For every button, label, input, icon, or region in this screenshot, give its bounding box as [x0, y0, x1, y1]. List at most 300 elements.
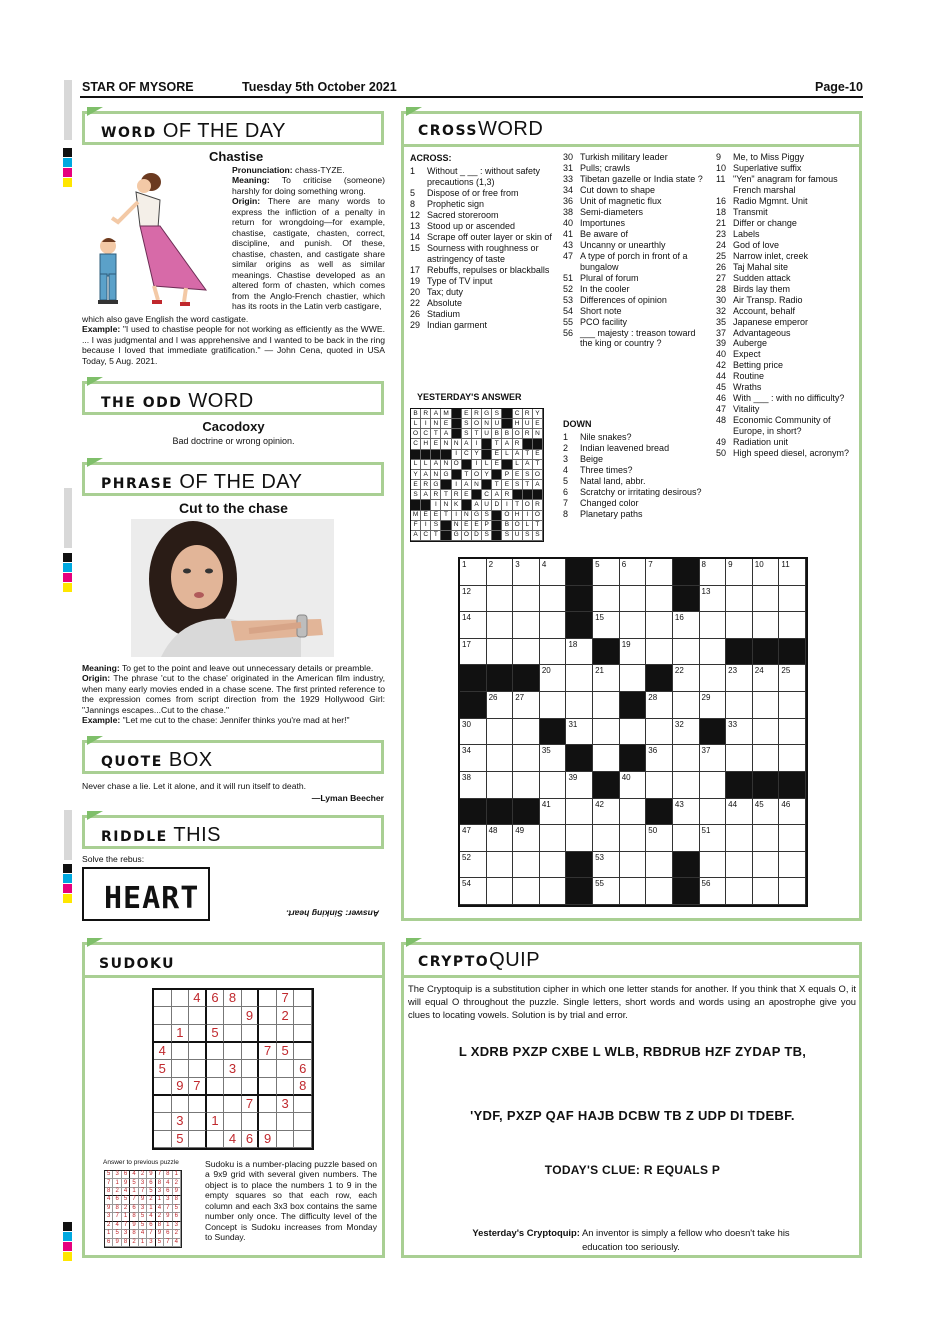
crossword-grid[interactable] [458, 557, 808, 907]
sudoku-cell[interactable] [172, 990, 190, 1007]
crossword-black-cell [566, 586, 593, 613]
crossword-cell[interactable]: 16 [673, 612, 700, 639]
clue-number: 23 [716, 228, 727, 239]
sudoku-cell[interactable] [277, 1060, 295, 1077]
crossword-clue [563, 273, 713, 284]
yesterday-answer-cell: H [513, 511, 523, 521]
sudoku-grid[interactable] [152, 988, 314, 1150]
crossword-cell[interactable]: 46 [779, 799, 806, 826]
crossword-cell[interactable]: 8 [700, 559, 727, 586]
clue-number: 24 [716, 239, 727, 250]
crossword-cell[interactable] [779, 878, 806, 905]
crossword-cell[interactable]: 1 [460, 559, 487, 586]
crossword-cell[interactable]: 38 [460, 772, 487, 799]
crossword-cell[interactable]: 43 [673, 799, 700, 826]
crossword-cell[interactable]: 34 [460, 745, 487, 772]
sudoku-answer-cell: 1 [122, 1213, 130, 1221]
crossword-cell[interactable] [779, 719, 806, 746]
clue-number: 28 [716, 283, 727, 294]
sudoku-cell[interactable] [224, 1025, 242, 1043]
yesterday-answer-cell: O [472, 419, 482, 429]
sudoku-cell[interactable] [154, 1025, 172, 1043]
crossword-cell[interactable]: 25 [779, 665, 806, 692]
crossword-cell[interactable] [513, 878, 540, 905]
crossword-cell[interactable] [673, 745, 700, 772]
sudoku-answer-cell: 2 [147, 1196, 155, 1204]
sudoku-answer-cell: 9 [105, 1205, 113, 1213]
crossword-cell[interactable] [646, 612, 673, 639]
clue-number: 32 [716, 305, 727, 316]
sudoku-cell[interactable]: 4 [154, 1043, 172, 1060]
clue-number: 52 [563, 283, 574, 294]
crossword-cell[interactable] [726, 586, 753, 613]
yesterday-answer-cell: U [513, 531, 523, 541]
crossword-cell[interactable]: 31 [566, 719, 593, 746]
crossword-cell[interactable] [646, 772, 673, 799]
sudoku-cell[interactable] [259, 1096, 277, 1113]
crossword-cell[interactable]: 50 [646, 825, 673, 852]
sudoku-cell[interactable]: 9 [259, 1131, 277, 1148]
sudoku-cell[interactable] [224, 1007, 242, 1024]
crossword-cell[interactable]: 30 [460, 719, 487, 746]
crossword-cell[interactable] [513, 586, 540, 613]
sudoku-cell[interactable] [242, 1113, 260, 1130]
crossword-cell[interactable] [540, 639, 567, 666]
crossword-cell[interactable]: 12 [460, 586, 487, 613]
crossword-cell[interactable]: 52 [460, 852, 487, 879]
sudoku-cell[interactable]: 9 [172, 1078, 190, 1096]
sudoku-cell[interactable] [154, 1113, 172, 1130]
sudoku-cell[interactable] [154, 1096, 172, 1113]
sudoku-answer-cell: 7 [164, 1205, 172, 1213]
crossword-cell[interactable]: 39 [566, 772, 593, 799]
sudoku-cell[interactable] [224, 1078, 242, 1096]
crossword-cell[interactable] [487, 586, 514, 613]
sudoku-cell[interactable] [172, 1060, 190, 1077]
sudoku-cell[interactable]: 8 [294, 1078, 312, 1096]
crossword-cell[interactable] [646, 852, 673, 879]
sudoku-cell[interactable]: 7 [189, 1078, 207, 1096]
yesterday-answer-cell: N [431, 419, 441, 429]
sudoku-cell[interactable] [294, 1007, 312, 1024]
crossword-cell[interactable] [513, 772, 540, 799]
crossword-cell[interactable] [620, 825, 647, 852]
yesterday-answer-cell: R [533, 500, 543, 510]
crossword-cell[interactable] [726, 852, 753, 879]
sudoku-cell[interactable]: 7 [277, 990, 295, 1007]
yesterday-answer-cell: N [462, 511, 472, 521]
crossword-cell[interactable] [779, 825, 806, 852]
sudoku-cell[interactable]: 5 [207, 1025, 225, 1043]
crossword-cell[interactable] [593, 745, 620, 772]
clue-text: Nile snakes? [580, 432, 632, 442]
sudoku-answer-cell: 4 [113, 1222, 121, 1230]
crossword-cell[interactable] [566, 692, 593, 719]
crossword-black-cell [779, 772, 806, 799]
sudoku-answer-cell: 9 [122, 1179, 130, 1187]
yesterday-answer-cell: E [441, 419, 451, 429]
crossword-cell[interactable] [779, 612, 806, 639]
sudoku-cell[interactable] [154, 990, 172, 1007]
crossword-cell[interactable] [700, 612, 727, 639]
sudoku-cell[interactable] [154, 1007, 172, 1024]
clue-text: Differences of opinion [580, 294, 667, 305]
crossword-cell[interactable] [620, 852, 647, 879]
sudoku-cell[interactable]: 5 [172, 1131, 190, 1148]
sudoku-cell[interactable]: 3 [172, 1113, 190, 1130]
crossword-cell[interactable]: 44 [726, 799, 753, 826]
sudoku-cell[interactable] [172, 1007, 190, 1024]
sudoku-cell[interactable]: 1 [172, 1025, 190, 1043]
clue-number: 13 [410, 220, 421, 231]
crossword-cell[interactable]: 14 [460, 612, 487, 639]
crossword-cell[interactable] [726, 612, 753, 639]
clue-number: 19 [410, 275, 421, 286]
sudoku-cell[interactable] [242, 1025, 260, 1043]
crossword-cell[interactable]: 32 [673, 719, 700, 746]
crossword-cell[interactable]: 13 [700, 586, 727, 613]
crossword-cell[interactable] [487, 878, 514, 905]
crossword-cell[interactable]: 19 [620, 639, 647, 666]
crossword-cell[interactable]: 2 [487, 559, 514, 586]
crossword-cell[interactable]: 37 [700, 745, 727, 772]
clue-text: precautions (1,3) [427, 176, 495, 187]
crossword-cell[interactable] [513, 719, 540, 746]
crossword-cell[interactable] [487, 745, 514, 772]
yesterday-answer-cell: T [441, 490, 451, 500]
crossword-cell[interactable]: 36 [646, 745, 673, 772]
odd-word-definition: Bad doctrine or wrong opinion. [172, 436, 295, 446]
crossword-cell[interactable] [779, 852, 806, 879]
yesterday-answer-cell [502, 409, 512, 419]
crossword-cell[interactable] [700, 852, 727, 879]
sudoku-cell[interactable] [207, 1078, 225, 1096]
crossword-cell[interactable] [540, 825, 567, 852]
crossword-cell[interactable] [753, 878, 780, 905]
crossword-cell[interactable]: 7 [646, 559, 673, 586]
sudoku-cell[interactable]: 4 [224, 1131, 242, 1148]
clue-number: 7 [563, 497, 569, 508]
crossword-cell[interactable]: 15 [593, 612, 620, 639]
crossword-cell[interactable] [726, 745, 753, 772]
crossword-cell[interactable] [673, 772, 700, 799]
sudoku-cell[interactable] [207, 1007, 225, 1024]
crossword-cell[interactable]: 35 [540, 745, 567, 772]
crossword-cell[interactable] [513, 852, 540, 879]
sudoku-cell[interactable] [259, 1060, 277, 1077]
yesterday-answer-cell [482, 480, 492, 490]
yesterday-answer-cell: I [452, 480, 462, 490]
yesterday-answer-cell [533, 439, 543, 449]
crossword-cell[interactable] [726, 825, 753, 852]
sudoku-cell[interactable] [259, 1025, 277, 1043]
sudoku-answer-cell: 8 [113, 1205, 121, 1213]
clue-text: Indian garment [427, 319, 488, 330]
crossword-cell[interactable] [513, 639, 540, 666]
clue-number: 31 [563, 162, 574, 173]
crossword-cell[interactable] [726, 878, 753, 905]
crossword-clue [716, 448, 861, 459]
sudoku-cell[interactable] [294, 1096, 312, 1113]
sudoku-cell[interactable] [172, 1096, 190, 1113]
crossword-cell[interactable] [646, 719, 673, 746]
crossword-cell[interactable] [700, 665, 727, 692]
crossword-cell[interactable] [620, 719, 647, 746]
crossword-cell[interactable] [566, 665, 593, 692]
sudoku-answer-cell: 3 [156, 1188, 164, 1196]
crossword-cell[interactable] [646, 878, 673, 905]
crossword-cell[interactable] [753, 719, 780, 746]
sudoku-cell[interactable] [259, 1078, 277, 1096]
crossword-clue [563, 476, 713, 487]
sudoku-cell[interactable] [189, 1060, 207, 1077]
sudoku-cell[interactable]: 7 [242, 1096, 260, 1113]
sudoku-cell[interactable] [242, 1060, 260, 1077]
sudoku-cell[interactable] [224, 1096, 242, 1113]
sudoku-cell[interactable] [207, 1043, 225, 1060]
crossword-cell[interactable] [673, 639, 700, 666]
sudoku-cell[interactable] [189, 1113, 207, 1130]
crossword-cell[interactable] [487, 719, 514, 746]
yesterday-answer-cell: O [472, 470, 482, 480]
sudoku-cell[interactable]: 8 [224, 990, 242, 1007]
crossword-cell[interactable]: 10 [753, 559, 780, 586]
clue-number: 26 [716, 261, 727, 272]
crossword-cell[interactable] [540, 612, 567, 639]
crossword-cell[interactable]: 42 [593, 799, 620, 826]
crossword-cell[interactable] [593, 586, 620, 613]
word-of-day-tail: which also gave English the word castigate. Example: "I used to chastise people for not working as efficiently as the WWE. ... I was judgmental and I was apprehensive and I wanted to be back in the ring because I loved that immediate gratification." — John Cena, quoted in USA Today, 5 Aug. 2021. [82, 314, 385, 366]
sudoku-cell[interactable]: 6 [242, 1131, 260, 1148]
crossword-cell[interactable]: 28 [646, 692, 673, 719]
sudoku-cell[interactable] [172, 1043, 190, 1060]
sudoku-cell[interactable]: 5 [277, 1043, 295, 1060]
quote-header: QUOTE BOX [82, 740, 384, 774]
crossword-cell[interactable] [540, 692, 567, 719]
sudoku-cell[interactable] [242, 1043, 260, 1060]
sudoku-answer-cell: 8 [156, 1179, 164, 1187]
sudoku-cell[interactable] [224, 1043, 242, 1060]
sudoku-cell[interactable] [259, 990, 277, 1007]
crossword-cell[interactable]: 3 [513, 559, 540, 586]
yesterday-answer-cell [482, 439, 492, 449]
yesterday-answer-cell: O [513, 521, 523, 531]
crossword-cell[interactable]: 53 [593, 852, 620, 879]
sudoku-cell[interactable] [224, 1113, 242, 1130]
sudoku-cell[interactable]: 3 [224, 1060, 242, 1077]
sudoku-cell[interactable] [294, 1113, 312, 1130]
crossword-cell[interactable]: 11 [779, 559, 806, 586]
crossword-cell[interactable] [593, 719, 620, 746]
crossword-cell[interactable] [620, 612, 647, 639]
crossword-cell[interactable] [753, 586, 780, 613]
crossword-cell[interactable]: 17 [460, 639, 487, 666]
crossword-clue [716, 284, 861, 295]
sudoku-cell[interactable] [277, 1113, 295, 1130]
crossword-cell[interactable] [513, 612, 540, 639]
crossword-cell[interactable]: 48 [487, 825, 514, 852]
sudoku-cell[interactable] [154, 1131, 172, 1148]
crossword-cell[interactable] [753, 825, 780, 852]
crossword-cell[interactable]: 55 [593, 878, 620, 905]
crossword-cell[interactable] [646, 639, 673, 666]
crossword-cell[interactable]: 22 [673, 665, 700, 692]
sudoku-cell[interactable] [189, 1096, 207, 1113]
crossword-cell[interactable] [779, 692, 806, 719]
sudoku-cell[interactable]: 6 [207, 990, 225, 1007]
crossword-cell[interactable] [540, 852, 567, 879]
sudoku-cell[interactable]: 9 [242, 1007, 260, 1024]
crossword-cell[interactable]: 54 [460, 878, 487, 905]
sudoku-cell[interactable] [207, 1131, 225, 1148]
yesterday-answer-cell: T [533, 460, 543, 470]
crossword-cell[interactable] [753, 612, 780, 639]
crossword-cell[interactable]: 56 [700, 878, 727, 905]
sudoku-cell[interactable] [242, 1078, 260, 1096]
clue-number: 27 [716, 272, 727, 283]
yesterday-answer-cell: T [431, 429, 441, 439]
crossword-cell[interactable] [487, 612, 514, 639]
sudoku-cell[interactable]: 2 [277, 1007, 295, 1024]
yesterday-answer-cell [492, 521, 502, 531]
crossword-cell[interactable]: 21 [593, 665, 620, 692]
crossword-cell[interactable]: 45 [753, 799, 780, 826]
clue-number: 1 [410, 166, 416, 176]
crossword-cell[interactable] [700, 799, 727, 826]
crossword-cell[interactable] [753, 745, 780, 772]
sudoku-answer-cell: 4 [147, 1213, 155, 1221]
sudoku-cell[interactable] [189, 1131, 207, 1148]
crossword-clue [563, 284, 713, 295]
sudoku-cell[interactable] [277, 1078, 295, 1096]
crossword-cell[interactable] [513, 745, 540, 772]
crossword-cell[interactable]: 26 [487, 692, 514, 719]
crossword-cell[interactable]: 27 [513, 692, 540, 719]
crossword-cell[interactable]: 9 [726, 559, 753, 586]
crossword-cell[interactable] [593, 825, 620, 852]
sudoku-cell[interactable] [277, 1025, 295, 1043]
crossword-cell[interactable] [620, 586, 647, 613]
sudoku-cell[interactable]: 1 [207, 1113, 225, 1130]
crossword-cell[interactable] [620, 799, 647, 826]
crossword-cell[interactable] [566, 799, 593, 826]
crossword-cell[interactable]: 29 [700, 692, 727, 719]
crossword-cell[interactable] [673, 825, 700, 852]
page-number: Page-10 [815, 80, 863, 94]
sudoku-cell[interactable]: 6 [294, 1060, 312, 1077]
crossword-cell[interactable] [700, 639, 727, 666]
crossword-cell[interactable] [487, 772, 514, 799]
clue-text: Scrape off outer layer or skin of [427, 231, 552, 242]
sudoku-cell[interactable] [294, 1043, 312, 1060]
yesterday-answer-cell: O [411, 429, 421, 439]
yesterday-answer-cell: I [452, 450, 462, 460]
sudoku-cell[interactable] [277, 1131, 295, 1148]
sudoku-cell[interactable] [259, 1113, 277, 1130]
sudoku-cell[interactable] [189, 1025, 207, 1043]
yesterday-answer-cell: T [431, 531, 441, 541]
crossword-cell[interactable]: 6 [620, 559, 647, 586]
crossword-cell[interactable] [540, 878, 567, 905]
sudoku-cell[interactable] [207, 1060, 225, 1077]
yesterday-answer-cell: E [513, 470, 523, 480]
crossword-cell[interactable] [620, 878, 647, 905]
crossword-cell[interactable]: 41 [540, 799, 567, 826]
crossword-cell[interactable] [673, 692, 700, 719]
sudoku-cell[interactable]: 7 [259, 1043, 277, 1060]
crossword-cell[interactable] [593, 692, 620, 719]
yesterday-answer-cell: L [523, 521, 533, 531]
clue-number: 30 [563, 152, 574, 162]
crossword-cell[interactable]: 24 [753, 665, 780, 692]
sudoku-cell[interactable] [189, 1043, 207, 1060]
cryptoquip-clue: TODAY'S CLUE: R EQUALS P [544, 1163, 721, 1177]
crossword-cell[interactable] [753, 852, 780, 879]
yesterday-answer-cell: S [492, 409, 502, 419]
sudoku-cell[interactable] [294, 990, 312, 1007]
crossword-cell[interactable]: 23 [726, 665, 753, 692]
sudoku-answer-cell: 6 [122, 1171, 130, 1179]
sudoku-cell[interactable] [294, 1025, 312, 1043]
crossword-cell[interactable] [540, 586, 567, 613]
crossword-cell[interactable] [779, 745, 806, 772]
crossword-cell[interactable] [566, 825, 593, 852]
sudoku-cell[interactable] [259, 1007, 277, 1024]
margin-bar [64, 810, 72, 860]
crossword-cell[interactable]: 40 [620, 772, 647, 799]
crossword-cell[interactable]: 47 [460, 825, 487, 852]
crossword-cell[interactable] [726, 692, 753, 719]
sudoku-cell[interactable]: 5 [154, 1060, 172, 1077]
sudoku-answer-cell: 6 [105, 1239, 113, 1247]
yesterday-answer-cell: S [462, 419, 472, 429]
yesterday-answer-cell: P [482, 521, 492, 531]
crossword-clue [563, 174, 713, 185]
sudoku-cell[interactable] [242, 990, 260, 1007]
crossword-cell[interactable] [487, 639, 514, 666]
sudoku-cell[interactable]: 4 [189, 990, 207, 1007]
crossword-cell[interactable] [540, 772, 567, 799]
crossword-cell[interactable] [753, 692, 780, 719]
sudoku-cell[interactable] [154, 1078, 172, 1096]
clue-number [716, 426, 733, 437]
crossword-cell[interactable] [620, 665, 647, 692]
yesterday-answer-cell: Y [472, 450, 482, 460]
sudoku-cell[interactable] [207, 1096, 225, 1113]
crossword-cell[interactable]: 18 [566, 639, 593, 666]
yesterday-answer-cell: S [411, 490, 421, 500]
crossword-clue [716, 437, 861, 448]
clue-text: Planetary paths [580, 508, 643, 519]
crossword-cell[interactable] [646, 586, 673, 613]
sudoku-cell[interactable] [189, 1007, 207, 1024]
clue-text: Rebuffs, repulses or blackballs [427, 264, 550, 275]
crossword-cell[interactable]: 4 [540, 559, 567, 586]
crossword-cell[interactable]: 33 [726, 719, 753, 746]
crossword-cell[interactable] [779, 586, 806, 613]
crossword-cell[interactable]: 51 [700, 825, 727, 852]
sudoku-cell[interactable]: 3 [277, 1096, 295, 1113]
crossword-cell[interactable]: 49 [513, 825, 540, 852]
crossword-clue [563, 295, 713, 306]
clue-number: 25 [716, 250, 727, 261]
yesterday-answer-cell: T [523, 450, 533, 460]
sudoku-cell[interactable] [294, 1131, 312, 1148]
crossword-cell[interactable] [700, 772, 727, 799]
crossword-cell[interactable]: 20 [540, 665, 567, 692]
crossword-cell[interactable] [487, 852, 514, 879]
crossword-cell[interactable]: 5 [593, 559, 620, 586]
